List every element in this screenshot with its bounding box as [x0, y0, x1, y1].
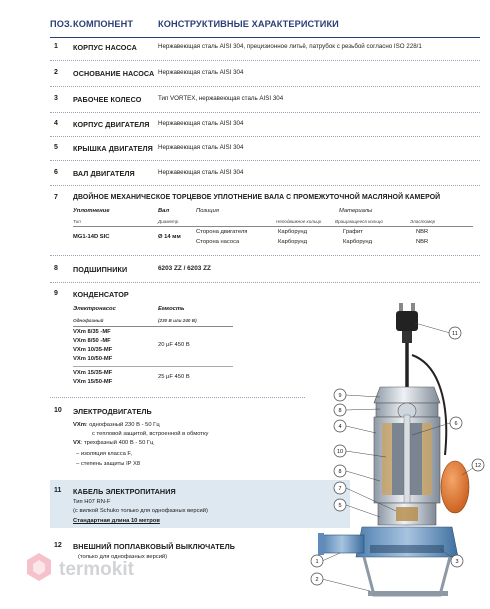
row-description: Нержавеющая сталь AISI 304 — [158, 144, 244, 151]
capacitor-model: VXm 8/35 -MF — [73, 329, 111, 335]
row-description: 6203 ZZ / 6203 ZZ — [158, 265, 211, 272]
row-name: КОРПУС ДВИГАТЕЛЯ — [73, 120, 150, 129]
seal-header-seal: Уплотнение — [73, 208, 110, 214]
motor-insulation: – изоляция класса F, — [76, 451, 132, 457]
cable-type: Тип H07 RN-F — [73, 499, 111, 505]
seal-fixed-pump: Карборунд — [278, 239, 308, 245]
float-switch — [441, 461, 469, 513]
row-number: 7 — [54, 194, 58, 201]
cable-length: Стандартная длина 10 метров — [73, 518, 160, 524]
capacitor-header-capacity: Емкость — [158, 306, 185, 312]
row-divider — [50, 112, 480, 113]
row-name: КАБЕЛЬ ЭЛЕКТРОПИТАНИЯ — [73, 487, 176, 496]
row-name: КОНДЕНСАТОР — [73, 290, 129, 299]
row-number: 4 — [54, 120, 58, 127]
seal-sub-elastomer: Эластомер — [410, 219, 436, 224]
capacitor-model: VXm 8/50 -MF — [73, 338, 111, 344]
seal-position-motor: Сторона двигателя — [196, 229, 248, 235]
motor-protection-class: – степень защиты IP X8 — [76, 461, 141, 467]
row-number: 8 — [54, 265, 58, 272]
row-name: РАБОЧЕЕ КОЛЕСО — [73, 95, 142, 104]
svg-text:1: 1 — [315, 559, 319, 565]
capacitor-subdivider — [73, 326, 233, 327]
capacitor-value: 25 μF 450 В — [158, 374, 190, 380]
row-name: КОРПУС НАСОСА — [73, 43, 137, 52]
svg-text:3: 3 — [455, 559, 459, 565]
row-number: 2 — [54, 69, 58, 76]
seal-sub-diameter: Диаметр — [158, 219, 179, 224]
svg-text:2: 2 — [315, 577, 319, 583]
row-description: Нержавеющая сталь AISI 304 — [158, 169, 244, 176]
row-divider — [50, 282, 480, 283]
seal-header-materials: Материалы — [339, 208, 373, 214]
header-component: КОМПОНЕНТ — [73, 19, 134, 29]
row-divider — [50, 160, 480, 161]
motor-thermal-protection: с тепловой защитой, встроенной в обмотку — [92, 431, 209, 437]
seal-elastomer-motor: NBR — [416, 229, 429, 235]
seal-subdivider — [73, 226, 473, 227]
pump-illustration — [300, 295, 490, 605]
seal-position-pump: Сторона насоса — [196, 239, 240, 245]
row-divider — [50, 185, 480, 186]
seal-elastomer-pump: NBR — [416, 239, 429, 245]
impeller — [370, 545, 444, 553]
row-divider — [50, 60, 480, 61]
row-number: 6 — [54, 169, 58, 176]
capacitor-value: 20 μF 450 В — [158, 342, 190, 348]
motor-cover — [374, 387, 440, 403]
row-divider — [50, 397, 305, 398]
row-number: 9 — [54, 290, 58, 297]
capacitor-model: VXm 10/50-MF — [73, 356, 113, 362]
capacitor-sub-voltage: (230 В или 240 В) — [158, 318, 197, 323]
header-pos: ПОЗ. — [50, 19, 73, 29]
row-number: 5 — [54, 144, 58, 151]
row-divider — [50, 86, 480, 87]
capacitor-group-divider — [73, 366, 233, 367]
row-description: Тип VORTEX, нержавеющая сталь AISI 304 — [158, 95, 284, 102]
row-divider — [50, 136, 480, 137]
cable-schuko: (с вилкой Schuko только для однофазных версий) — [73, 508, 208, 514]
svg-text:7: 7 — [338, 486, 342, 492]
capacitor-model: VXm 10/35-MF — [73, 347, 113, 353]
svg-text:9: 9 — [338, 393, 342, 399]
seal-rotating-pump: Карборунд — [343, 239, 373, 245]
row-number: 3 — [54, 95, 58, 102]
motor-single-phase: VXm: однофазный 230 В - 50 Гц — [73, 422, 160, 428]
svg-text:6: 6 — [454, 421, 458, 427]
svg-text:10: 10 — [336, 449, 344, 455]
capacitor-model: VXm 15/35-MF — [73, 370, 113, 376]
svg-text:11: 11 — [452, 331, 458, 337]
row-description: Нержавеющая сталь AISI 304, прецизионное литьё, патрубок с резьбой согласно ISO 228/1 — [158, 43, 422, 50]
row-name: ВНЕШНИЙ ПОПЛАВКОВЫЙ ВЫКЛЮЧАТЕЛЬ — [73, 542, 235, 551]
svg-text:4: 4 — [338, 424, 342, 430]
row-name: ОСНОВАНИЕ НАСОСА — [73, 69, 155, 78]
seal-sub-rotating: Вращающееся кольцо — [335, 219, 383, 224]
svg-text:12: 12 — [474, 463, 482, 469]
motor-three-phase: VX: трехфазный 400 В - 50 Гц — [73, 440, 154, 446]
row-name: ПОДШИПНИКИ — [73, 265, 128, 274]
table-header — [0, 19, 490, 35]
seal-rotating-motor: Графит — [343, 229, 363, 235]
pump-base — [364, 557, 450, 595]
header-divider — [50, 37, 480, 38]
row-number: 10 — [54, 407, 62, 414]
header-description: КОНСТРУКТИВНЫЕ ХАРАКТЕРИСТИКИ — [158, 19, 339, 29]
row-number: 11 — [54, 487, 62, 494]
svg-text:5: 5 — [338, 503, 342, 509]
row-number: 12 — [54, 542, 62, 549]
row-divider — [50, 255, 480, 256]
row-description: Нержавеющая сталь AISI 304 — [158, 120, 244, 127]
seal-header-shaft: Вал — [158, 208, 170, 214]
svg-text:8: 8 — [338, 469, 342, 475]
row-name: ДВОЙНОЕ МЕХАНИЧЕСКОЕ ТОРЦЕВОЕ УПЛОТНЕНИЕ ВАЛА С ПРОМЕЖУТОЧНОЙ МАСЛЯНОЙ КАМЕРОЙ — [73, 194, 441, 201]
seal-sub-fixed: Неподвижное кольцо — [276, 219, 322, 224]
row-number: 1 — [54, 43, 58, 50]
svg-text:8: 8 — [338, 408, 342, 414]
plug-icon — [396, 303, 418, 343]
row-description: Нержавеющая сталь AISI 304 — [158, 69, 244, 76]
seal-diameter: Ø 14 мм — [158, 234, 181, 240]
discharge-outlet — [320, 535, 364, 553]
seal-header-position: Позиция — [196, 208, 219, 214]
row-name: ЭЛЕКТРОДВИГАТЕЛЬ — [73, 407, 152, 416]
row-name: ВАЛ ДВИГАТЕЛЯ — [73, 169, 135, 178]
watermark-text: termokit — [59, 559, 134, 580]
float-note: (только для однофазных версий) — [78, 554, 168, 560]
termokit-logo — [25, 550, 175, 588]
seal-sub-type: Тип — [73, 219, 81, 224]
seal-fixed-motor: Карборунд — [278, 229, 308, 235]
row-name: КРЫШКА ДВИГАТЕЛЯ — [73, 144, 153, 153]
capacitor-sub-phase: Однофазный — [73, 318, 104, 323]
capacitor-model: VXm 15/50-MF — [73, 379, 113, 385]
capacitor-header-pump: Электронасос — [73, 306, 116, 312]
seal-model: MG1-14D SIC — [73, 234, 110, 240]
